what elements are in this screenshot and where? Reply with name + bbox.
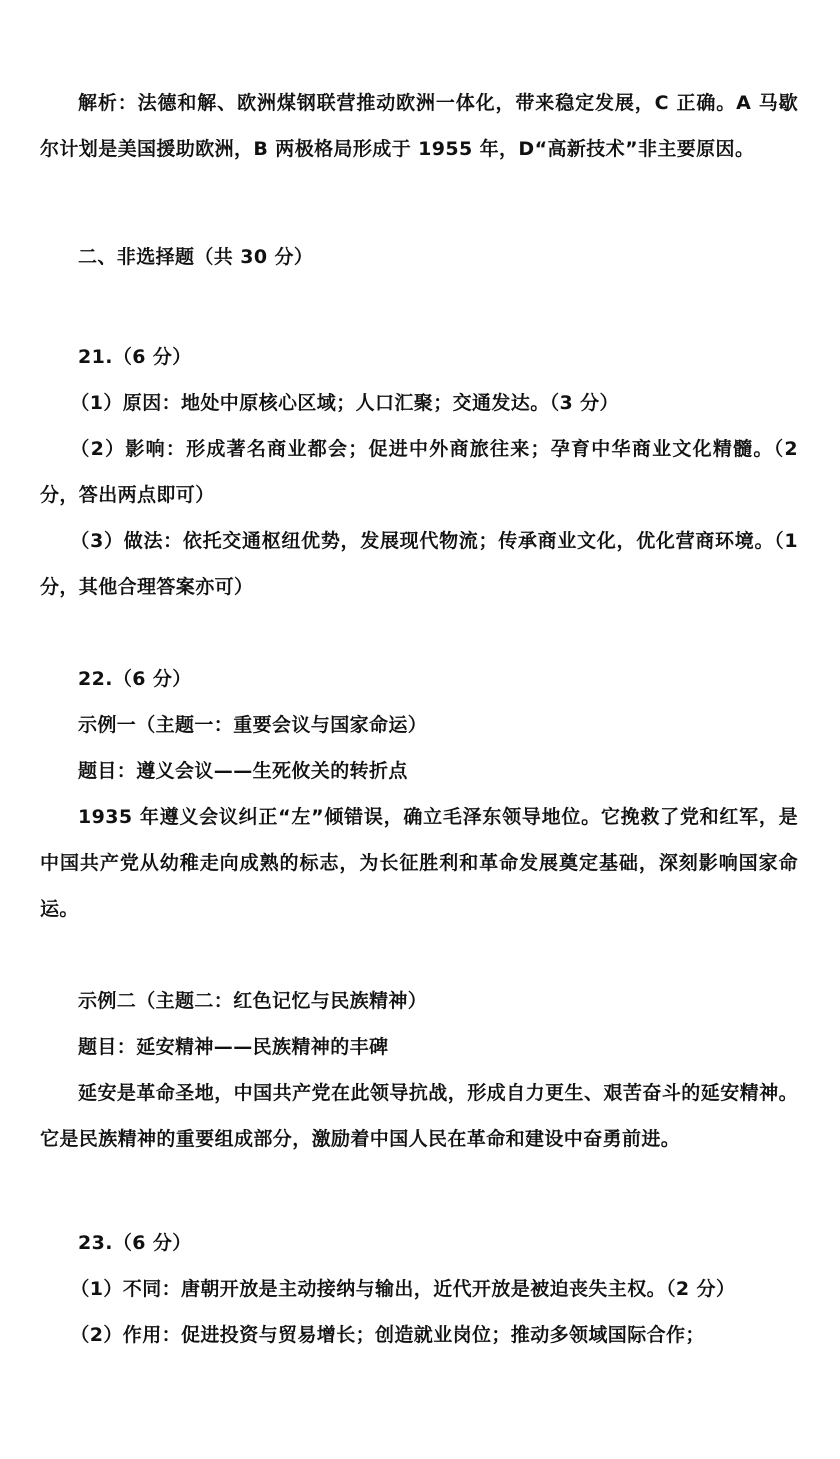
q22-example2-label: 示例二（主题二：红色记忆与民族精神）	[78, 990, 428, 1012]
q22-example1-topic: 题目：遵义会议——生死攸关的转折点	[78, 760, 408, 782]
q21-item-1: （1）原因：地处中原核心区域；人口汇聚；交通发达。（3 分）	[70, 392, 619, 414]
q21-item-2: （2）影响：形成著名商业都会；促进中外商旅往来；孕育中华商业文化精髓。（2 分，答出两点即可）	[40, 438, 798, 506]
analysis-paragraph: 解析：法德和解、欧洲煤钢联营推动欧洲一体化，带来稳定发展，C 正确。A 马歇尔计划是美国援助欧洲，B 两极格局形成于 1955 年，D“高新技术”非主要原因。	[40, 92, 798, 160]
q22-example2-body: 延安是革命圣地，中国共产党在此领导抗战，形成自力更生、艰苦奋斗的延安精神。它是民族精神的重要组成部分，激励着中国人民在革命和建设中奋勇前进。	[40, 1082, 798, 1150]
q21-title: 21.（6 分）	[78, 346, 192, 368]
q22-example1-label: 示例一（主题一：重要会议与国家命运）	[78, 714, 428, 736]
q23-item-1: （1）不同：唐朝开放是主动接纳与输出，近代开放是被迫丧失主权。（2 分）	[70, 1278, 736, 1300]
section-heading: 二、非选择题（共 30 分）	[78, 246, 314, 268]
q22-example1-body: 1935 年遵义会议纠正“左”倾错误，确立毛泽东领导地位。它挽救了党和红军，是中国共产党从幼稚走向成熟的标志，为长征胜利和革命发展奠定基础，深刻影响国家命运。	[40, 806, 798, 920]
q23-title: 23.（6 分）	[78, 1232, 192, 1254]
document-page	[0, 80, 840, 1459]
q22-title: 22.（6 分）	[78, 668, 192, 690]
q22-example2-topic: 题目：延安精神——民族精神的丰碑	[78, 1036, 389, 1058]
q23-item-2: （2）作用：促进投资与贸易增长；创造就业岗位；推动多领域国际合作；	[70, 1324, 705, 1346]
q21-item-3: （3）做法：依托交通枢纽优势，发展现代物流；传承商业文化，优化营商环境。（1 分，其他合理答案亦可）	[40, 530, 798, 598]
